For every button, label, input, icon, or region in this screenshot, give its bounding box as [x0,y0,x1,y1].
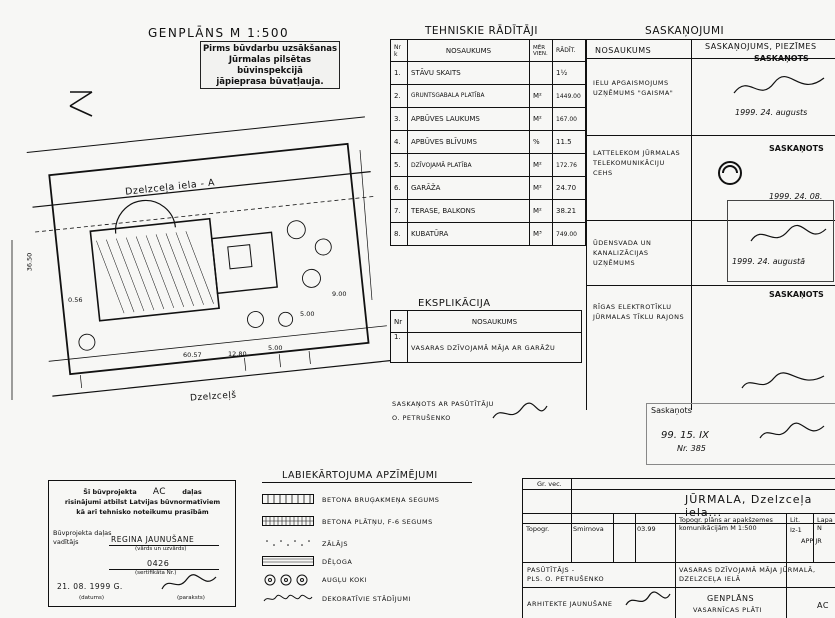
signature-icon [729,68,829,108]
cert-number: 0426 [147,559,170,568]
tech-header-nr: Nr k [391,40,408,62]
dim-5-00b: 5.00 [300,310,315,318]
saskan-title: SASKAŅOJUMI [645,25,725,37]
certification-box: Šī būvprojekta AC daļas risinājumi atbilst Latvijas būvnormatīviem kā arī tehnisko noteikumu prasībām Būvprojekta daļas vadītājs REGINA JAUNUŠANE (vārds un uzvārds) 0426 (sertifikāta Nr.) 21. 08. 1999 G. (datums) (paraksts) [48,480,236,607]
explik-title: EKSPLIKĀCIJA [418,298,491,309]
signature-icon [623,591,673,611]
table-row: 6. GARĀŽA M² 24.70 [391,177,586,200]
client-approval-line1: SASKAŅOTS AR PASŪTĪTĀJU [392,400,494,408]
sheet-title: GENPLĀNS [707,594,755,603]
signature-icon [757,422,827,446]
table-row: 4. APBŪVES BLĪVUMS % 11.5 [391,131,586,154]
shrub-icon [262,593,314,605]
dim-0-56: 0.56 [68,296,83,304]
tech-header-unit: MĒR VIEN. [530,40,553,62]
tech-title: TEHNISKIE RĀDĪTĀJI [425,25,538,37]
saskan-table [586,39,835,410]
legend-item-grass: ZĀLĀJS [262,534,492,554]
saskan-row-4: RĪGAS ELEKTROTĪKLU JŪRMALAS TĪKLU RAJONS [593,303,685,321]
table-row: 8. KUBATŪRA M³ 749.00 [391,223,586,246]
tech-table [390,39,586,246]
dim-5-00: 5.00 [268,344,283,352]
explik-header-nr: Nr [391,311,408,333]
paving-pattern-icon [262,494,314,504]
stamp-line-1: Pirms būvdarbu uzsākšanas [202,44,338,54]
board-pattern-icon [262,556,314,566]
electric-stamp: SASKAŅOTS [699,290,829,400]
title-block: Gr. vec. JŪRMALA, Dzelzceļa iela... Topogr. Smirnova 03.99 Topogr. plāns ar apakšzemes komunikācijām M 1:500 Lit. Lapa N Iz-1 APP JR PASŪTĪTĀJS - PLS. O. PETRUŠENKO VASARAS DZĪVOJAMĀ MĀJA JŪRMALĀ, DZELZCEĻA IELĀ ARHITEKTE JAUNUŠANE GENPLĀNS VASARNĪCAS PLĀTI AC [522,478,835,618]
genplan-title: GENPLĀNS M 1:500 [148,26,290,40]
cert-date: 21. 08. 1999 G. [57,582,123,591]
approval-stamp-1: SASKAŅOTS 1999. 24. augusts [699,50,829,125]
signature-icon [739,370,829,398]
table-row: 3. APBŪVES LAUKUMS M² 167.00 [391,108,586,131]
signature-icon [159,573,219,595]
signature-icon [748,221,828,251]
slab-pattern-icon [262,516,314,526]
signature-icon [490,402,550,426]
cert-name: REGINA JAUNUŠANE [111,535,195,544]
approval-stamp-3: 1999. 24. augustā [727,200,834,282]
saskan-header-note: SASKAŅOJUMS, PIEZĪMES [705,42,817,51]
cert-code: AC [152,487,167,497]
client-approval-line2: O. PETRUŠENKO [392,414,451,422]
table-row: 1. STĀVU SKAITS 1½ [391,62,586,85]
date-stamp: Saskaņots 99. 15. IX Nr. 385 [646,403,835,465]
legend-item-boards: DĒĻOGA [262,552,492,572]
stamp-line-2: Jūrmalas pilsētas būvinspekcijā [228,55,312,76]
stamp-line-3: jāpieprasa būvatļauja. [216,77,324,87]
table-row: 7. TERASE, BALKONS M² 38.21 [391,200,586,223]
saskan-row-1: IELU APGAISMOJUMS UZŅĒMUMS "GAISMA" [593,79,674,97]
lattelekom-stamp: SASKAŅOTS 1999. 24. 08. [699,140,829,215]
legend-item-paving: BETONA BRUĢAKMEŅA SEGUMS [262,490,492,510]
lattelekom-logo-icon [717,160,743,186]
table-row: 1. VASARAS DZĪVOJAMĀ MĀJA AR GARĀŽU [391,333,582,363]
project-location: JŪRMALA, Dzelzceļa iela... [685,493,813,519]
site-plan-drawing [0,90,390,420]
explik-table [390,310,582,363]
explik-header-name: NOSAUKUMS [408,311,582,333]
grass-pattern-icon [262,538,314,548]
saskan-row-3: ŪDENSVADA UN KANALIZĀCIJAS UZŅĒMUMS [593,239,652,267]
table-row: 2. GRUNTSGABALA PLATĪBA M² 1449.00 [391,85,586,108]
fruit-tree-icon [262,574,314,586]
street-label: Dzelzceļa iela - A [124,177,216,198]
legend-item-decorative: DEKORATĪVIE STĀDĪJUMI [262,589,492,609]
dim-12-80: 12.80 [228,350,247,358]
dim-60-57: 60.57 [183,351,202,359]
legend-title: LABIEKĀRTOJUMA APZĪMĒJUMI [282,470,438,481]
legend-item-fruit-trees: AUGĻU KOKI [262,570,492,590]
legend-item-slabs: BETONA PLĀTŅU, F-6 SEGUMS [262,512,492,532]
railway-label: Dzelzceļš [189,390,237,404]
building-permit-stamp [200,41,340,89]
tech-header-value: RĀDĪT. [553,40,586,62]
saskan-header-name: NOSAUKUMS [595,46,652,55]
table-row: 5. DZĪVOJAMĀ PLATĪBA M² 172.76 [391,154,586,177]
dim-36-50: 36.50 [25,252,34,272]
saskan-row-2: LATTELEKOM JŪRMALAS TELEKOMUNIKĀCIJU CEHS [593,149,681,177]
tech-header-name: NOSAUKUMS [408,40,530,62]
object-title: VASARAS DZĪVOJAMĀ MĀJA JŪRMALĀ, DZELZCEĻA IELĀ [679,566,816,583]
dim-9-00: 9.00 [332,290,347,298]
